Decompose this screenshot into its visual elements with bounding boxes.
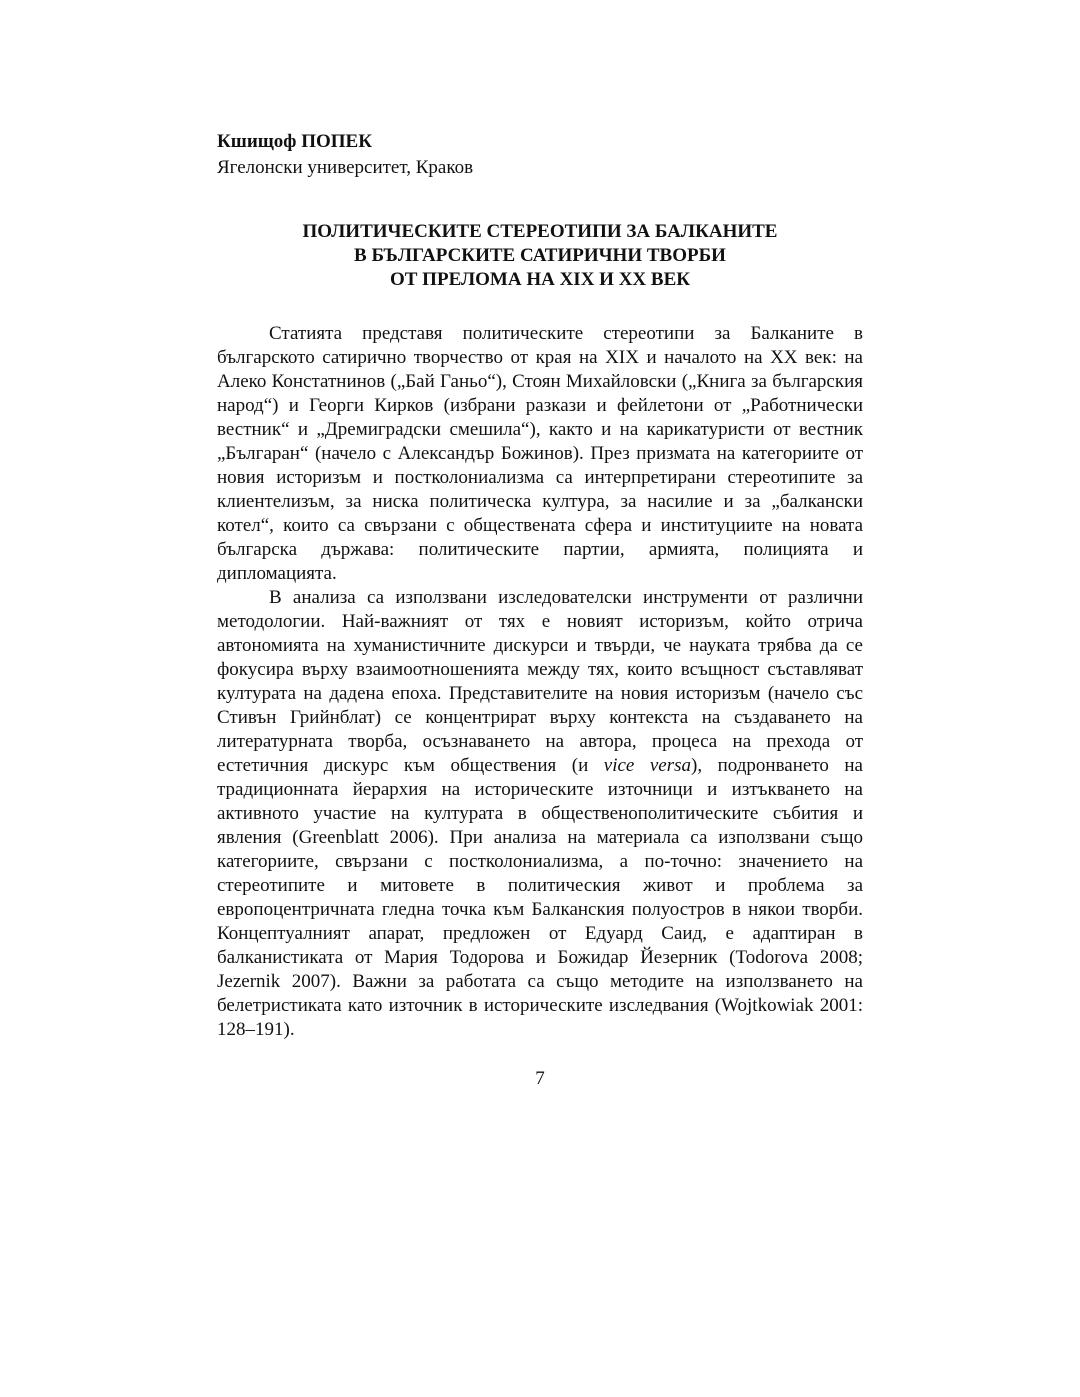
title-line: ПОЛИТИЧЕСКИТЕ СТЕРЕОТИПИ ЗА БАЛКАНИТЕ <box>302 221 778 242</box>
italic-phrase: vice versa <box>603 755 692 776</box>
author-affiliation: Ягелонски университет, Краков <box>217 157 474 178</box>
title-line: В БЪЛГАРСКИТЕ САТИРИЧНИ ТВОРБИ <box>354 245 726 266</box>
page-number: 7 <box>535 1068 545 1089</box>
methodology-paragraph <box>217 586 863 1042</box>
article-body <box>217 322 863 1042</box>
paragraph-text: ), подронването на традиционната йерархия на историческите източници и изтъкването на активното участие на културата в общественополитическите събития и явления (Greenblatt 2006). При анализа на материала са използвани също категориите, свързани с постколониализма, а по-точно: значението на стереотипите и митовете в политическия живот и проблема за европоцентричната гледна точка към Балканския полуостров в някои творби. Концептуалният апарат, предложен от Едуард Саид, е адаптиран в балканистиката от Мария Тодорова и Божидар Йезерник (Todorova 2008; Jezernik 2007). Важни за работата са също методите на използването на белетристиката като източник в историческите изследвания (Wojtkowiak 2001: 128–191). <box>217 755 863 1040</box>
abstract-paragraph: Статията представя политическите стереотипи за Балканите в българското сатирично творчество от края на XIX и началото на XX век: на Алеко Констатнинов („Бай Ганьо“), Стоян Михайловски („Книга за българския народ“) и Георги Кирков (избрани разкази и фейлетони от „Работнически вестник“ и „Дремиградски смешила“), както и на карикатуристи от вестник „Българан“ (начело с Александър Божинов). През призмата на категориите от новия историзъм и постколониализма са интерпретирани стереотипите за клиентелизъм, за ниска политическа култура, за насилие и за „балкански котел“, които са свързани с обществената сфера и институциите на новата българска държава: политическите партии, армията, полицията и дипломацията. <box>217 323 863 584</box>
article-title <box>217 220 863 292</box>
page-content <box>217 130 863 1042</box>
title-line: ОТ ПРЕЛОМА НА XIX И XX ВЕК <box>389 269 691 290</box>
author-name: Кшищоф ПОПЕК <box>217 131 372 152</box>
paragraph-text: В анализа са използвани изследователски инструменти от различни методологии. Най-важният от тях е новият историзъм, който отрича автономията на хуманистичните дискурси и твърди, че науката трябва да се фокусира върху взаимоотношенията между тях, които всъщност съставляват културата на дадена епоха. Представителите на новия историзъм (начело със Стивън Грийнблат) се концентрират върху контекста на създаването на литературната творба, осъзнаването на автора, процеса на прехода от естетичния дискурс към обществения (и <box>217 587 863 776</box>
